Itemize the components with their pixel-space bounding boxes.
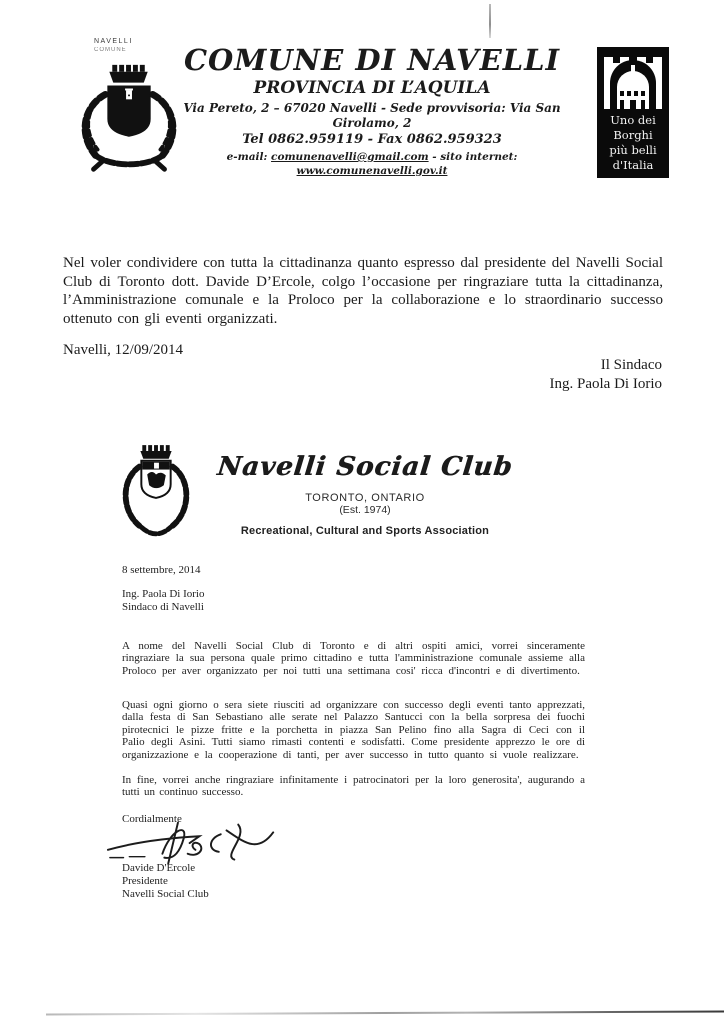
club-location: TORONTO, ONTARIO (305, 492, 425, 504)
club-association-type: Recreational, Cultural and Sports Association (240, 525, 490, 537)
signer-org: Navelli Social Club (122, 887, 209, 900)
scan-artifact-bottom-line (46, 1011, 724, 1016)
signoff-name: Ing. Paola Di Iorio (549, 375, 662, 392)
recipient-role: Sindaco di Navelli (122, 601, 204, 613)
club-letterhead (215, 452, 515, 537)
borghi-badge-text (597, 113, 669, 173)
comune-title: COMUNE DI NAVELLI (183, 43, 561, 77)
provincia-subtitle: PROVINCIA DI L’AQUILA (253, 78, 491, 98)
badge-line-1: Uno dei (610, 113, 656, 127)
recipient-name: Ing. Paola Di Iorio (122, 588, 205, 600)
crest-caption-line2: COMUNE (94, 47, 127, 53)
email-label: e-mail: (226, 151, 272, 163)
club-letter-paragraph-3: In fine, vorrei anche ringraziare infinitamente i patrocinatori per la loro generosita', augurando a tutti un continuo successo. (122, 774, 585, 799)
site-label: - sito internet: (428, 151, 518, 163)
signoff-role: Il Sindaco (600, 357, 662, 373)
signer-name: Davide D'Ercole (122, 862, 196, 874)
signer-block (122, 862, 585, 901)
crest-caption-line1: NAVELLI (94, 38, 133, 45)
closing-word: Cordialmente (122, 813, 182, 825)
club-coat-of-arms-icon (112, 444, 200, 544)
badge-line-2: Borghi (613, 128, 653, 142)
email-website-line (168, 150, 576, 178)
phone-fax-line: Tel 0862.959119 - Fax 0862.959323 (242, 132, 502, 147)
badge-line-3: più belli (609, 143, 657, 157)
comune-letterhead (168, 44, 576, 178)
club-crest (112, 444, 200, 549)
club-letter-recipient (122, 588, 585, 614)
castle-icon (597, 47, 669, 111)
club-established: (Est. 1974) (339, 504, 391, 516)
badge-line-4: d'Italia (612, 158, 654, 172)
club-letter-paragraph-1: A nome del Navelli Social Club di Toronto e di altri ospiti amici, vorrei sinceramente ringraziare la sua persona quale primo cittadino e tutta l'amministrazione comunale assieme alla Proloco per aver organizzato per noi tutti una settimana cosi' ricca d'incontri e di divertimento. (122, 640, 585, 677)
borghi-badge (597, 47, 669, 178)
email-address: comunenavelli@gmail.com (271, 151, 429, 163)
club-name: Navelli Social Club (215, 452, 515, 482)
mayor-letter-dateline: Navelli, 12/09/2014 (63, 342, 183, 358)
mayor-letter-body: Nel voler condividere con tutta la cittadinanza quanto espresso dal presidente del Navelli Social Club di Toronto dott. Davide D’Ercole, colgo l’occasione per ringraziare tutta la cittadinanza, l’Amministrazione comunale e la Proloco per la collaborazione e lo straordinario successo ottenuto con gli eventi organizzati. (63, 255, 663, 327)
club-letter-paragraph-2: Quasi ogni giorno o sera siete riusciti ad organizzare con successo degli eventi tanto apprezzati, dalla festa di San Sebastiano alle serate nel Palazzo Santucci con la bella sorpresa dei fuochi pirotecnici le pizze fritte e la porchetta in piazza San Pelino fino alla Sagra di Ceci con il Palio degli Asini. Tutti siamo rimasti contenti e sodisfatti. Come presidente apprezzo le ore di organizzazione e la cooperazione di tanti, per aver successo in tutto quanto si vuole realizzare. (122, 699, 586, 761)
club-letter-date: 8 settembre, 2014 (122, 564, 201, 576)
website-address: www.comunenavelli.gov.it (296, 165, 448, 177)
address-line: Via Pereto, 2 – 67020 Navelli - Sede provvisoria: Via San Girolamo, 2 (183, 101, 561, 130)
signer-role: Presidente (122, 874, 168, 887)
scan-artifact-vertical-line (489, 4, 491, 38)
mayor-letter-signoff (550, 356, 662, 394)
